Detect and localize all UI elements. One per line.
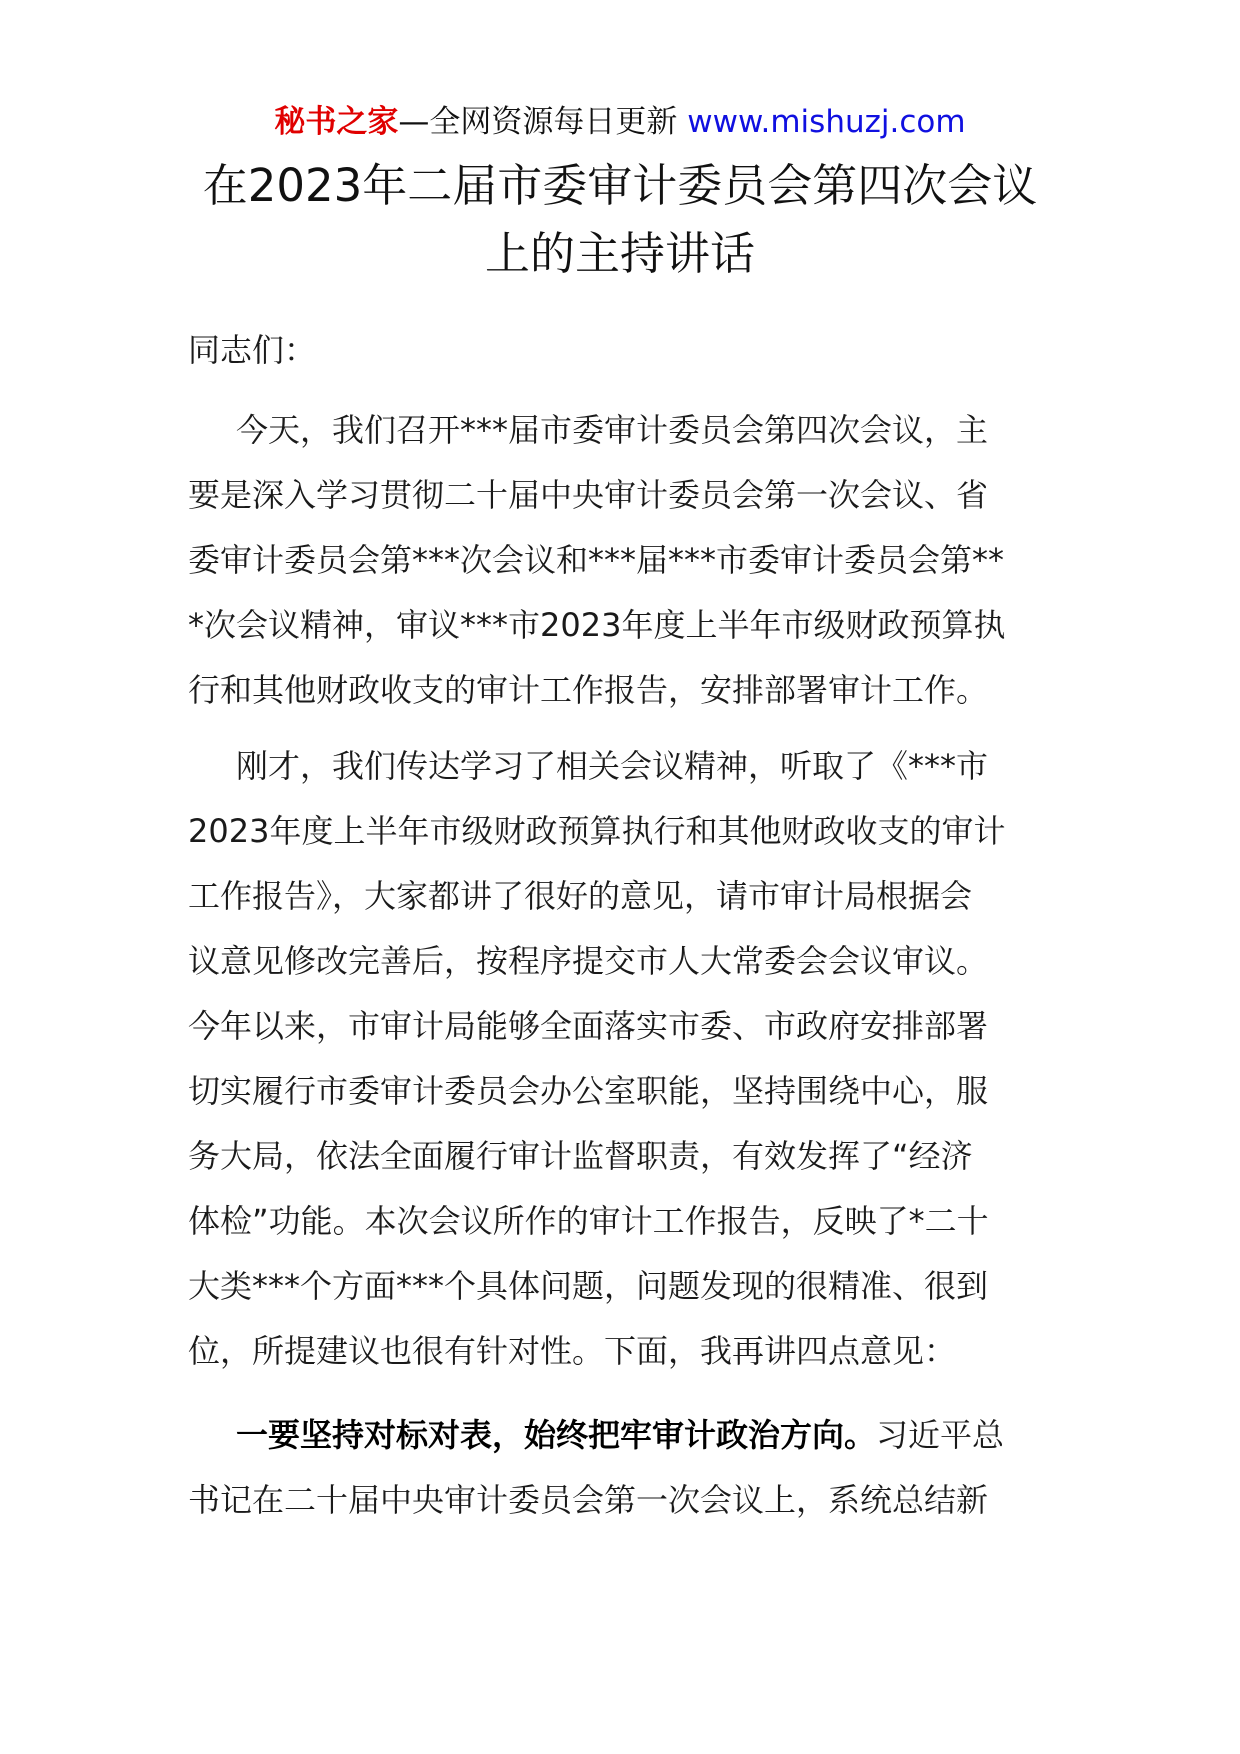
header-tagline: —全网资源每日更新 <box>398 104 688 140</box>
paragraph-line <box>188 1403 1056 1468</box>
title-line-1: 在2023年二届市委审计委员会第四次会议 <box>202 159 1038 212</box>
paragraph-line: 议意见修改完善后，按程序提交市人大常委会会议审议。 <box>188 942 989 980</box>
paragraph-line: 切实履行市委审计委员会办公室职能，坚持围绕中心，服 <box>188 1072 989 1110</box>
paragraph-line: *次会议精神，审议***市2023年度上半年市级财政预算执 <box>188 606 1006 644</box>
paragraph-line: 刚才，我们传达学习了相关会议精神，听取了《***市 <box>236 747 989 785</box>
paragraph-3 <box>188 1403 1056 1533</box>
paragraph-line: 位，所提建议也很有针对性。下面，我再讲四点意见： <box>188 1332 957 1370</box>
paragraph-text: 习近平总 <box>876 1416 1005 1454</box>
salutation-text: 同志们： <box>188 331 317 369</box>
document-title <box>140 152 1100 288</box>
paragraph-line: 2023年度上半年市级财政预算执行和其他财政收支的审计 <box>188 812 1006 850</box>
paragraph-line: 行和其他财政收支的审计工作报告，安排部署审计工作。 <box>188 671 989 709</box>
brand-name: 秘书之家 <box>274 104 399 140</box>
paragraph-line: 务大局，依法全面履行审计监督职责，有效发挥了“经济 <box>188 1137 973 1175</box>
title-line-2: 上的主持讲话 <box>484 227 755 280</box>
site-url-link[interactable]: www.mishuzj.com <box>687 104 966 140</box>
paragraph-line: 今年以来，市审计局能够全面落实市委、市政府安排部署 <box>188 1007 989 1045</box>
paragraph-line: 今天，我们召开***届市委审计委员会第四次会议，主 <box>236 411 989 449</box>
paragraph-line: 大类***个方面***个具体问题，问题发现的很精准、很到 <box>188 1267 989 1305</box>
section-heading: 一要坚持对标对表，始终把牢审计政治方向。 <box>236 1416 877 1454</box>
paragraph-line: 书记在二十届中央审计委员会第一次会议上，系统总结新 <box>188 1481 989 1519</box>
paragraph-line: 委审计委员会第***次会议和***届***市委审计委员会第** <box>188 541 1005 579</box>
paragraph-line: 工作报告》，大家都讲了很好的意见，请市审计局根据会 <box>188 877 973 915</box>
salutation <box>188 318 1056 383</box>
paragraph-line: 体检”功能。本次会议所作的审计工作报告，反映了*二十 <box>188 1202 989 1240</box>
paragraph-2 <box>188 734 1056 1384</box>
site-header <box>0 100 1240 144</box>
paragraph-1 <box>188 398 1056 723</box>
paragraph-line: 要是深入学习贯彻二十届中央审计委员会第一次会议、省 <box>188 476 989 514</box>
